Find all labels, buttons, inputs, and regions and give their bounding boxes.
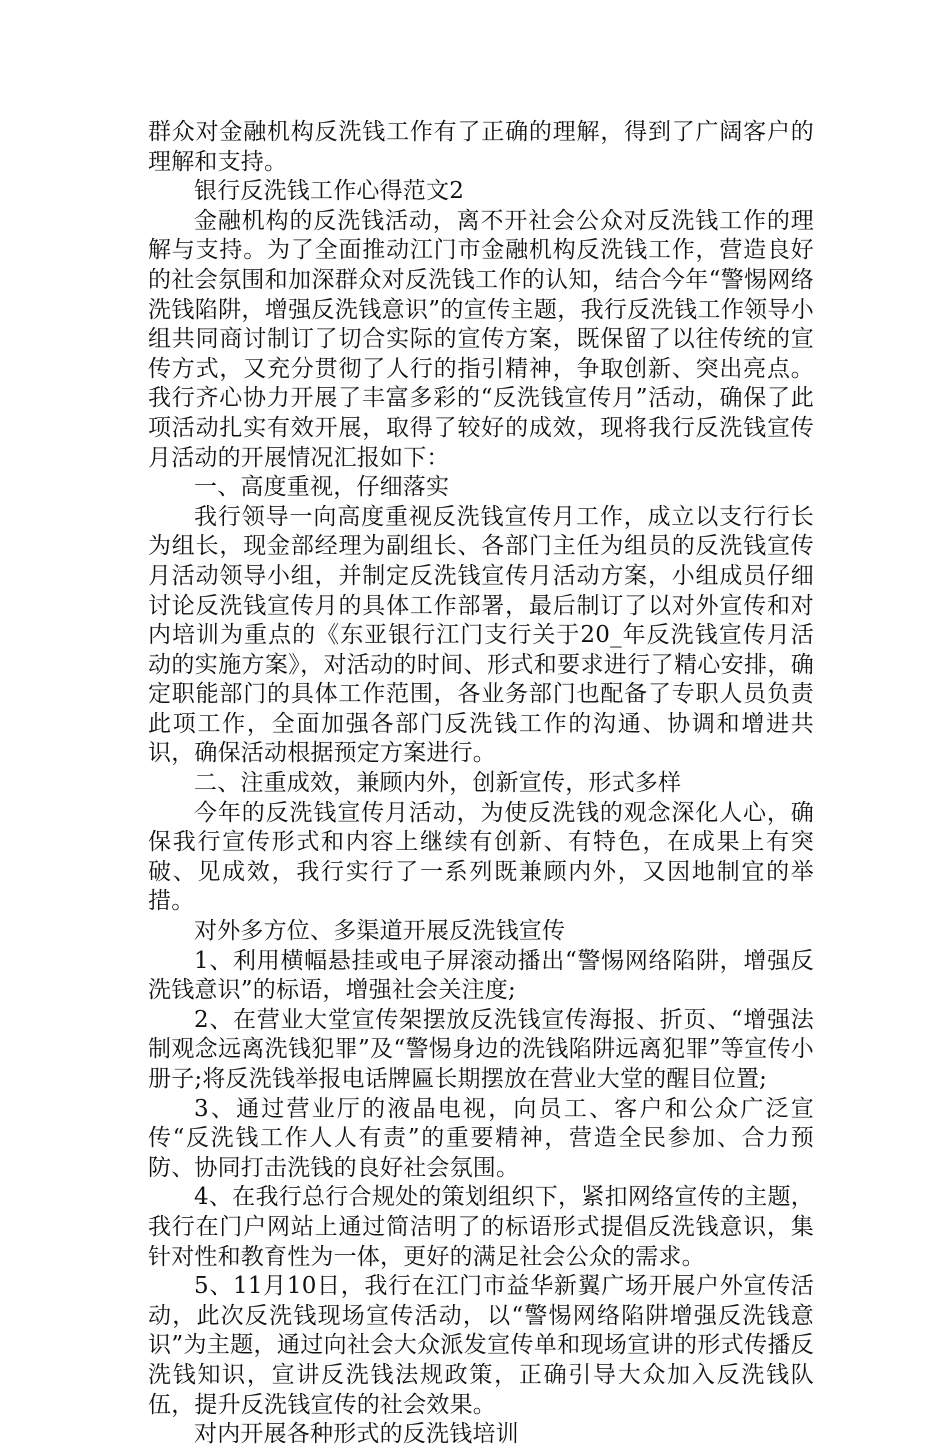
- paragraph: 群众对金融机构反洗钱工作有了正确的理解，得到了广阔客户的理解和支持。: [148, 119, 814, 175]
- list-item: 5、11月10日，我行在江门市益华新翼广场开展户外宣传活动，此次反洗钱现场宣传活动，以“警惕网络陷阱增强反洗钱意识”为主题，通过向社会大众派发宣传单和现场宣讲的形式传播反洗钱知识，宣讲反洗钱法规政策，正确引导大众加入反洗钱队伍，提升反洗钱宣传的社会效果。: [148, 1273, 814, 1418]
- list-item: 2、在营业大堂宣传架摆放反洗钱宣传海报、折页、“增强法制观念远离洗钱犯罪”及“警惕身边的洗钱陷阱远离犯罪”等宣传小册子;将反洗钱举报电话牌匾长期摆放在营业大堂的醒目位置;: [148, 1006, 814, 1092]
- paragraph: 金融机构的反洗钱活动，离不开社会公众对反洗钱工作的理解与支持。为了全面推动江门市金融机构反洗钱工作，营造良好的社会氛围和加深群众对反洗钱工作的认知，结合今年“警惕网络洗钱陷阱，增强反洗钱意识”的宣传主题，我行反洗钱工作领导小组共同商讨制订了切合实际的宣传方案，既保留了以往传统的宣传方式，又充分贯彻了人行的指引精神，争取创新、突出亮点。我行齐心协力开展了丰富多彩的“反洗钱宣传月”活动，确保了此项活动扎实有效开展，取得了较好的成效，现将我行反洗钱宣传月活动的开展情况汇报如下：: [148, 207, 814, 471]
- section-title: 银行反洗钱工作心得范文2: [194, 178, 465, 205]
- subheading-external: 对外多方位、多渠道开展反洗钱宣传: [194, 918, 566, 945]
- list-item: 1、利用横幅悬挂或电子屏滚动播出“警惕网络陷阱，增强反洗钱意识”的标语，增强社会关注度;: [148, 947, 814, 1004]
- subheading-internal: 对内开展各种形式的反洗钱培训: [194, 1421, 519, 1448]
- list-item: 4、在我行总行合规处的策划组织下，紧扣网络宣传的主题，我行在门户网站上通过简洁明了的标语形式提倡反洗钱意识，集针对性和教育性为一体，更好的满足社会公众的需求。: [148, 1184, 814, 1270]
- heading-1: 一、高度重视，仔细落实: [194, 474, 450, 501]
- document-body: [148, 118, 814, 1450]
- paragraph: 今年的反洗钱宣传月活动，为使反洗钱的观念深化人心，确保我行宣传形式和内容上继续有创新、有特色，在成果上有突破、见成效，我行实行了一系列既兼顾内外，又因地制宜的举措。: [148, 799, 814, 915]
- list-item: 3、通过营业厅的液晶电视，向员工、客户和公众广泛宣传“反洗钱工作人人有责”的重要精神，营造全民参加、合力预防、协同打击洗钱的良好社会氛围。: [148, 1095, 814, 1181]
- heading-2: 二、注重成效，兼顾内外，创新宣传，形式多样: [194, 770, 682, 797]
- paragraph: 我行领导一向高度重视反洗钱宣传月工作，成立以支行行长为组长，现金部经理为副组长、各部门主任为组员的反洗钱宣传月活动领导小组，并制定反洗钱宣传月活动方案，小组成员仔细讨论反洗钱宣传月的具体工作部署，最后制订了以对外宣传和对内培训为重点的《东亚银行江门支行关于20_年反洗钱宣传月活动的实施方案》，对活动的时间、形式和要求进行了精心安排，确定职能部门的具体工作范围，各业务部门也配备了专职人员负责此项工作，全面加强各部门反洗钱工作的沟通、协调和增进共识，确保活动根据预定方案进行。: [148, 503, 814, 767]
